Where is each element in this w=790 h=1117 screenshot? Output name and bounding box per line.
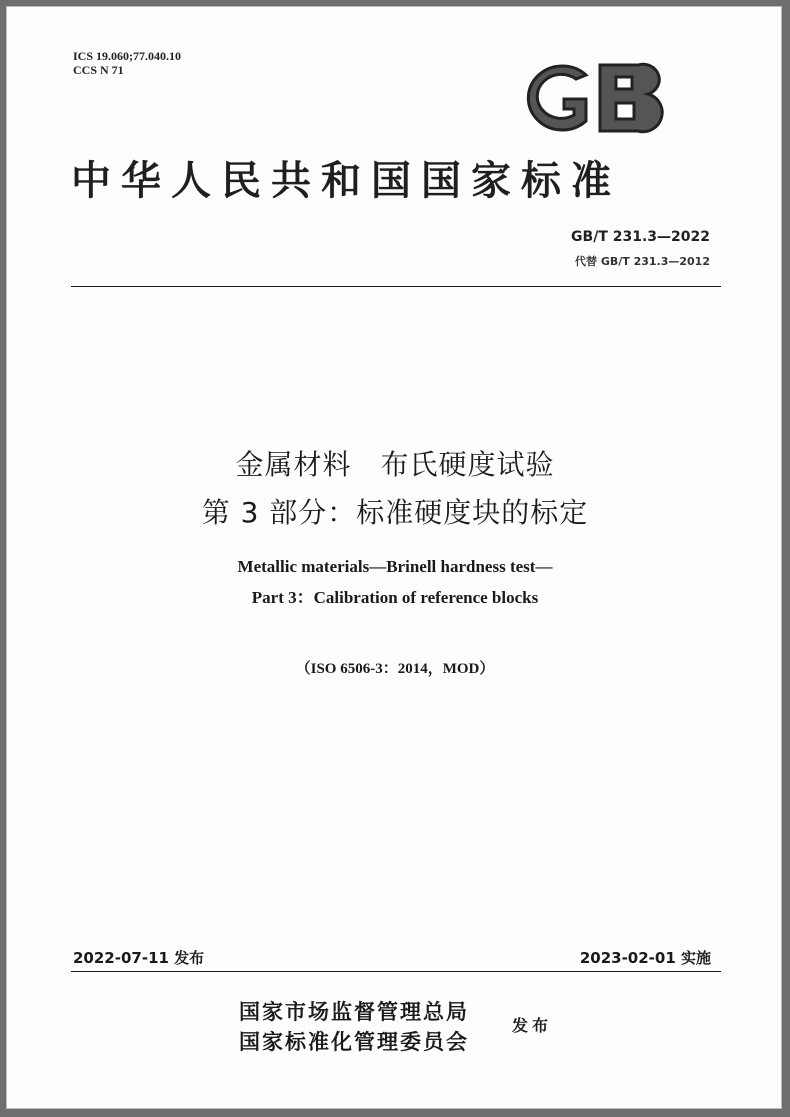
implementation-date: 2023-02-01 实施 bbox=[579, 949, 711, 967]
classification-codes bbox=[73, 49, 181, 77]
publish-label: 发布 bbox=[512, 1016, 553, 1035]
top-divider bbox=[71, 286, 721, 287]
english-title-line1: Metallic materials—Brinell hardness test— bbox=[237, 557, 553, 576]
standard-number: GB/T 231.3—2022 bbox=[571, 229, 710, 245]
issue-date: 2022-07-11 发布 bbox=[73, 949, 205, 967]
english-title-line2: Part 3：Calibration of reference blocks bbox=[251, 588, 539, 607]
ics-code: ICS 19.060;77.040.10 bbox=[73, 49, 182, 63]
bottom-divider bbox=[71, 971, 721, 972]
document-page bbox=[6, 6, 782, 1109]
publisher-line2: 国家标准化管理委员会 bbox=[239, 1029, 469, 1054]
chinese-title-line1: 金属材料 布氏硬度试验 bbox=[235, 448, 555, 481]
replaces-standard: 代替 GB/T 231.3—2012 bbox=[574, 255, 710, 268]
publisher-line1: 国家市场监督管理总局 bbox=[239, 999, 469, 1024]
ccs-code: CCS N 71 bbox=[73, 63, 124, 77]
chinese-title-line2: 第 3 部分：标准硬度块的标定 bbox=[201, 496, 589, 529]
national-standard-title: 中华人民共和国国家标准 bbox=[71, 157, 621, 204]
publisher-block bbox=[239, 997, 469, 1057]
iso-reference: （ISO 6506-3：2014，MOD） bbox=[295, 661, 495, 677]
gb-logo bbox=[520, 57, 670, 139]
